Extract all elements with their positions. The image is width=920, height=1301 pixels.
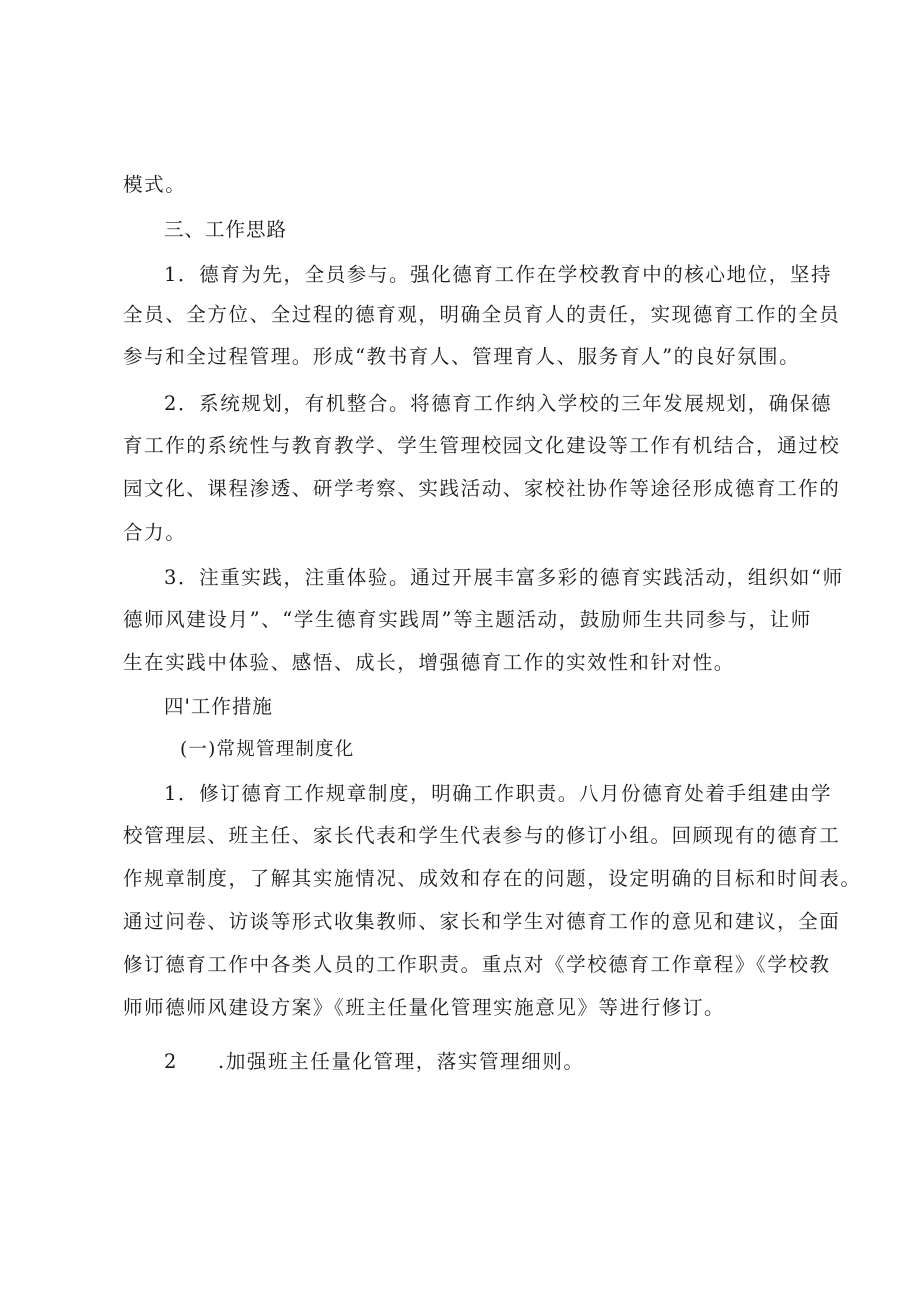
subsection-heading: (一)常规管理制度化 xyxy=(180,739,355,760)
paragraph-line: 园文化、课程渗透、研学考察、实践活动、家校社协作等途径形成德育工作的 xyxy=(123,477,841,500)
paragraph-line: 全员、全方位、全过程的德育观，明确全员育人的责任，实现德育工作的全员 xyxy=(123,303,841,326)
paragraph-line: 合力。 xyxy=(123,521,187,544)
paragraph-line: 1．德育为先，全员参与。强化德育工作在学校教育中的核心地位，坚持 xyxy=(164,263,833,286)
paragraph-line: 修订德育工作中各类人员的工作职责。重点对《学校德育工作章程》《学校教 xyxy=(123,953,831,976)
list-item-text: .加强班主任量化管理，落实管理细则。 xyxy=(218,1050,585,1073)
paragraph-line: 模式。 xyxy=(123,173,187,196)
section-heading-work-measures: 四'工作措施 xyxy=(164,695,273,718)
paragraph-line: 校管理层、班主任、家长代表和学生代表参与的修订小组。回顾现有的德育工 xyxy=(123,824,841,847)
paragraph-line: 师师德师风建设方案》《班主任量化管理实施意见》等进行修订。 xyxy=(123,996,726,1019)
section-heading-work-ideas: 三、工作思路 xyxy=(164,218,288,241)
paragraph-line: 通过问卷、访谈等形式收集教师、家长和学生对德育工作的意见和建议，全面 xyxy=(123,910,841,933)
paragraph-line: 参与和全过程管理。形成“教书育人、管理育人、服务育人”的良好氛围。 xyxy=(123,345,801,368)
paragraph-line: 1．修订德育工作规章制度，明确工作职责。八月份德育处着手组建由学 xyxy=(164,782,833,805)
paragraph-line: 育工作的系统性与教育教学、学生管理校园文化建设等工作有机结合，通过校 xyxy=(123,434,841,457)
paragraph-line: 德师风建设月”、“学生德育实践周”等主题活动，鼓励师生共同参与，让师 xyxy=(123,608,812,631)
paragraph-line: 3．注重实践，注重体验。通过开展丰富多彩的德育实践活动，组织如“师 xyxy=(164,566,844,589)
paragraph-line: 作规章制度，了解其实施情况、成效和存在的问题，设定明确的目标和时间表。 xyxy=(123,867,862,890)
list-item-number: 2 xyxy=(164,1050,179,1073)
paragraph-line: 2．系统规划，有机整合。将德育工作纳入学校的三年发展规划，确保德 xyxy=(164,392,833,415)
paragraph-line: 生在实践中体验、感悟、成长，增强德育工作的实效性和针对性。 xyxy=(123,651,735,674)
list-item-heading xyxy=(164,1050,585,1074)
